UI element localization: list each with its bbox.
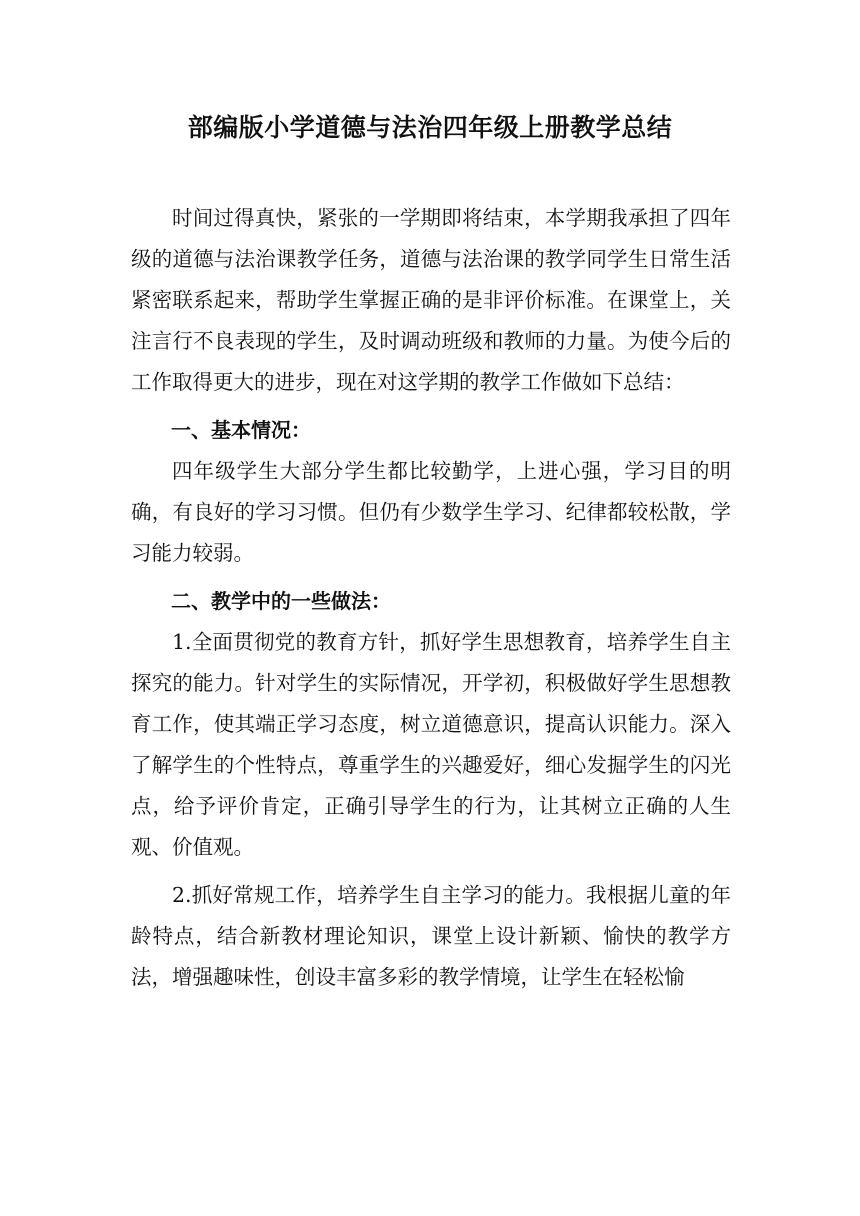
intro-paragraph: 时间过得真快，紧张的一学期即将结束，本学期我承担了四年级的道德与法治课教学任务，道德与法治课的教学同学生日常生活紧密联系起来，帮助学生掌握正确的是非评价标准。在课堂上，关注言行不良表现的学生，及时调动班级和教师的力量。为使今后的工作取得更大的进步，现在对这学期的教学工作做如下总结：	[131, 206, 731, 394]
teaching-point-2-paragraph: 2.抓好常规工作，培养学生自主学习的能力。我根据儿童的年龄特点，结合新教材理论知识，课堂上设计新颖、愉快的教学方法，增强趣味性，创设丰富多彩的教学情境，让学生在轻松愉	[131, 883, 731, 989]
basic-situation-paragraph: 四年级学生大部分学生都比较勤学，上进心强，学习目的明确，有良好的学习习惯。但仍有少数学生学习、纪律都较松散，学习能力较弱。	[131, 459, 731, 565]
document-body	[131, 198, 731, 998]
section-heading-teaching-practices: 二、教学中的一些做法：	[171, 589, 391, 613]
section-heading-basic-situation: 一、基本情况：	[171, 418, 311, 442]
document-title: 部编版小学道德与法治四年级上册教学总结	[187, 113, 673, 142]
teaching-point-1-paragraph: 1.全面贯彻党的教育方针，抓好学生思想教育，培养学生自主探究的能力。针对学生的实际情况，开学初，积极做好学生思想教育工作，使其端正学习态度，树立道德意识，提高认识能力。深入了解学生的个性特点，尊重学生的兴趣爱好，细心发掘学生的闪光点，给予评价肯定，正确引导学生的行为，让其树立正确的人生观、价值观。	[131, 630, 731, 859]
